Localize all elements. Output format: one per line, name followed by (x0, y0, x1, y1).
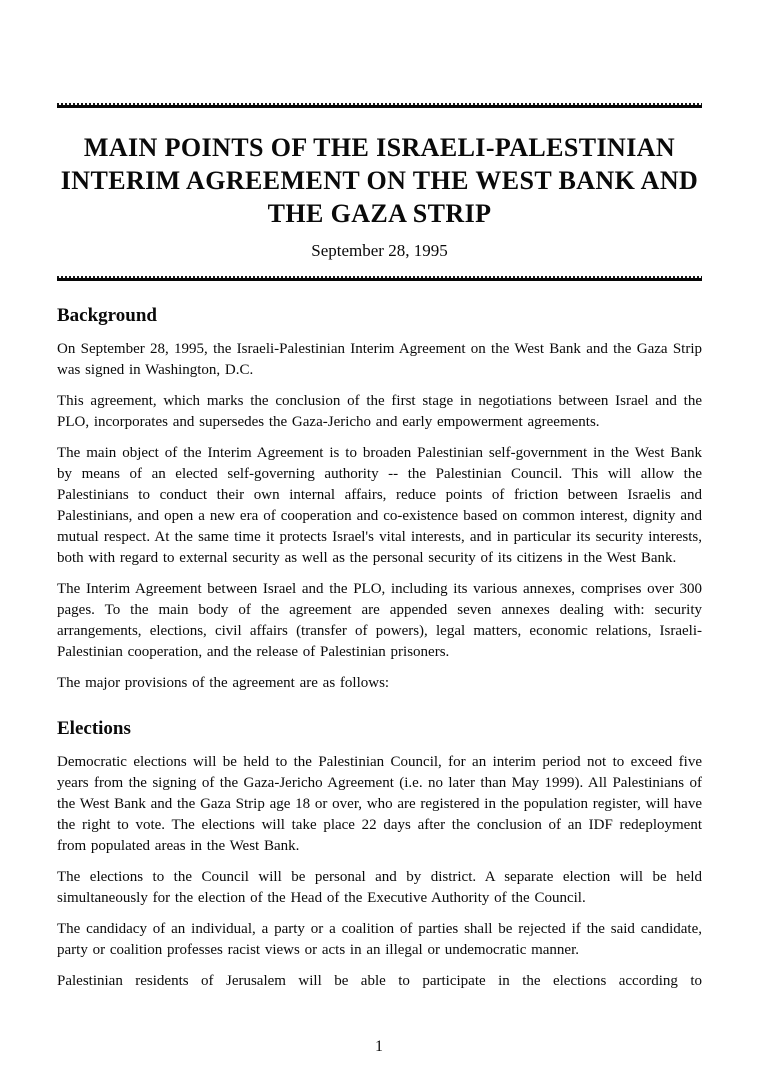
page-title-line-1: MAIN POINTS OF THE ISRAELI-PALESTINIAN (83, 133, 676, 162)
page-title-line-3: THE GAZA STRIP (267, 199, 492, 228)
paragraph: This agreement, which marks the conclusion of the first stage in negotiations between Israel and the PLO, incorporates and supersedes the Gaza-Jericho and early empowerment agreements. (57, 393, 702, 430)
document-date: September 28, 1995 (311, 241, 448, 260)
title-block (57, 131, 702, 262)
paragraph: The main object of the Interim Agreement is to broaden Palestinian self-government in the West Bank by means of an elected self-governing authority -- the Palestinian Council. This will allow the Palestinians to conduct their own internal affairs, reduce points of friction between Israelis and Palestinians, and open a new era of cooperation and co-existence based on common interest, dignity and mutual respect. At the same time it protects Israel's vital interests, and in particular its security interests, both with regard to external security as well as the personal security of its citizens in the West Bank. (57, 445, 702, 566)
page-number: 1 (375, 1038, 383, 1055)
paragraph: Democratic elections will be held to the Palestinian Council, for an interim period not to exceed five years from the signing of the Gaza-Jericho Agreement (i.e. no later than May 1999). All Palestinians of the West Bank and the Gaza Strip age 18 or over, who are registered in the population register, will have the right to vote. The elections will take place 22 days after the conclusion of an IDF redeployment from populated areas in the West Bank. (57, 754, 702, 854)
section-heading-background: Background (57, 305, 157, 326)
top-rule (57, 103, 702, 108)
paragraph: On September 28, 1995, the Israeli-Palestinian Interim Agreement on the West Bank and the Gaza Strip was signed in Washington, D.C. (57, 341, 702, 378)
paragraph: The candidacy of an individual, a party or a coalition of parties shall be rejected if the said candidate, party or coalition professes racist views or acts in an illegal or undemocratic manner. (57, 921, 702, 958)
paragraph: Palestinian residents of Jerusalem will be able to participate in the elections according to (57, 973, 702, 989)
paragraph: The major provisions of the agreement are as follows: (57, 675, 390, 691)
middle-rule (57, 276, 702, 281)
document-body (57, 304, 702, 992)
section-heading-elections: Elections (57, 718, 131, 739)
paragraph: The elections to the Council will be personal and by district. A separate election will be held simultaneously for the election of the Head of the Executive Authority of the Council. (57, 869, 702, 906)
paragraph: The Interim Agreement between Israel and the PLO, including its various annexes, comprises over 300 pages. To the main body of the agreement are appended seven annexes dealing with: security arrangements, elections, civil affairs (transfer of powers), legal matters, economic relations, Israeli-Palestinian cooperation, and the release of Palestinian prisoners. (57, 581, 702, 660)
page-title-line-2: INTERIM AGREEMENT ON THE WEST BANK AND (60, 166, 699, 195)
